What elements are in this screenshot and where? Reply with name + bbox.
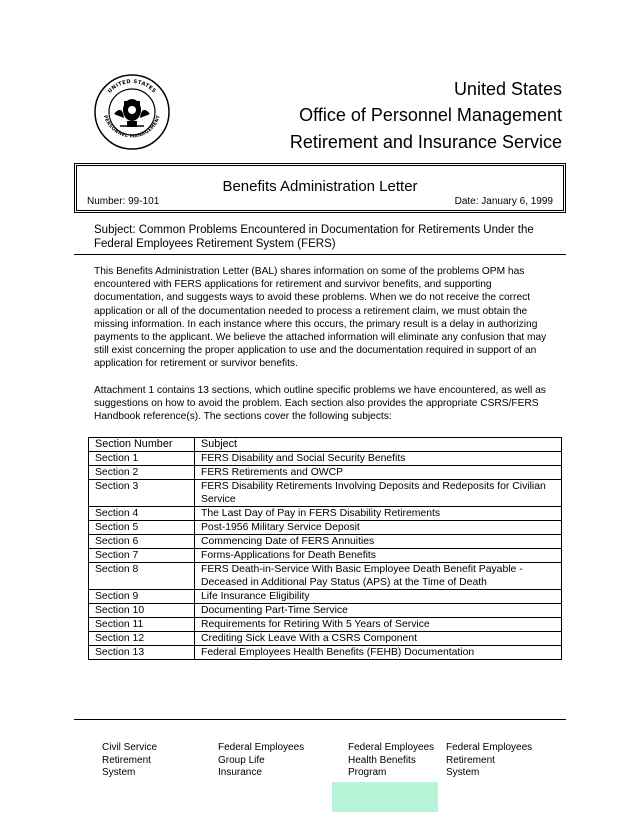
subject-cell: Forms-Applications for Death Benefits bbox=[195, 549, 562, 563]
subject-cell: FERS Retirements and OWCP bbox=[195, 466, 562, 480]
letter-number: Number: 99-101 bbox=[87, 196, 160, 207]
section-cell: Section 5 bbox=[89, 521, 195, 535]
footer-line: Retirement bbox=[446, 754, 495, 766]
section-cell: Section 13 bbox=[89, 646, 195, 660]
highlight-box bbox=[332, 782, 438, 812]
footer-line: Health Benefits bbox=[348, 754, 416, 766]
footer-line: Federal Employees bbox=[348, 742, 435, 753]
footer-line: Program bbox=[348, 767, 387, 778]
footer-program-csrs bbox=[102, 742, 157, 780]
table-row bbox=[89, 549, 562, 563]
footer-line: System bbox=[102, 767, 136, 778]
footer-program-fegli bbox=[218, 742, 304, 780]
section-cell: Section 12 bbox=[89, 632, 195, 646]
seal-text-top: UNITED STATES bbox=[106, 78, 158, 95]
subject-cell: Requirements for Retiring With 5 Years of Service bbox=[195, 618, 562, 632]
footer-line: System bbox=[446, 767, 480, 778]
subject-cell: Documenting Part-Time Service bbox=[195, 604, 562, 618]
table-row bbox=[89, 480, 562, 507]
section-cell: Section 9 bbox=[89, 590, 195, 604]
table-row bbox=[89, 507, 562, 521]
section-cell: Section 6 bbox=[89, 535, 195, 549]
subject-cell: FERS Death-in-Service With Basic Employee Death Benefit Payable - Deceased in Additional Pay Status (APS) at the Time of Death bbox=[195, 563, 562, 590]
footer-line: Retirement bbox=[102, 754, 151, 766]
header-subject: Subject bbox=[195, 438, 562, 452]
table-row bbox=[89, 646, 562, 660]
section-cell: Section 8 bbox=[89, 563, 195, 590]
footer-divider bbox=[74, 719, 566, 720]
letter-subject: Subject: Common Problems Encountered in Documentation for Retirements Under the Federal Employees Retirement System (FERS) bbox=[94, 224, 534, 250]
table-row bbox=[89, 521, 562, 535]
opm-seal-logo bbox=[94, 74, 170, 150]
letter-header-box bbox=[74, 163, 566, 213]
org-line-country: United States bbox=[453, 79, 562, 99]
sections-table bbox=[88, 437, 562, 660]
table-header-row bbox=[89, 438, 562, 452]
footer-program-fers bbox=[446, 742, 532, 780]
subject-cell: Federal Employees Health Benefits (FEHB) Documentation bbox=[195, 646, 562, 660]
table-row bbox=[89, 632, 562, 646]
subject-cell: Crediting Sick Leave With a CSRS Component bbox=[195, 632, 562, 646]
subject-cell: FERS Disability and Social Security Benefits bbox=[195, 452, 562, 466]
section-cell: Section 4 bbox=[89, 507, 195, 521]
section-cell: Section 1 bbox=[89, 452, 195, 466]
table-row bbox=[89, 604, 562, 618]
subject-cell: Life Insurance Eligibility bbox=[195, 590, 562, 604]
subject-cell: The Last Day of Pay in FERS Disability Retirements bbox=[195, 507, 562, 521]
subject-cell: Commencing Date of FERS Annuities bbox=[195, 535, 562, 549]
footer-line: Federal Employees bbox=[218, 742, 305, 753]
table-row bbox=[89, 535, 562, 549]
section-cell: Section 2 bbox=[89, 466, 195, 480]
footer-line: Group Life bbox=[218, 754, 265, 766]
subject-cell: Post-1956 Military Service Deposit bbox=[195, 521, 562, 535]
letter-date: Date: January 6, 1999 bbox=[454, 196, 553, 207]
footer-program-fehb bbox=[348, 742, 434, 780]
org-line-service: Retirement and Insurance Service bbox=[289, 132, 562, 152]
subject-cell: FERS Disability Retirements Involving Deposits and Redeposits for Civilian Service bbox=[195, 480, 562, 507]
table-row bbox=[89, 618, 562, 632]
footer-line: Insurance bbox=[218, 767, 262, 778]
table-row bbox=[89, 590, 562, 604]
section-cell: Section 7 bbox=[89, 549, 195, 563]
footer-line: Federal Employees bbox=[446, 742, 533, 753]
body-paragraph-1: This Benefits Administration Letter (BAL) shares information on some of the problems OPM has encountered with FERS applications for retirement and survivor benefits, and supporting documentation, and suggests ways to avoid these problems. When we do not receive the correct application or all of the documentation needed to process a retirement claim, we must obtain the missing information. In each instance where this occurs, the primary result is a delay in authorizing payments to the applicant. We believe the attached information will eliminate any confusion that may still exist concerning the proper application to use and the documentation required in support of an application for retirement or survivor benefits. bbox=[94, 266, 547, 370]
section-cell: Section 11 bbox=[89, 618, 195, 632]
section-cell: Section 10 bbox=[89, 604, 195, 618]
seal-text-bottom: PERSONNEL MANAGEMENT bbox=[101, 114, 163, 140]
table-row bbox=[89, 466, 562, 480]
header-section-number: Section Number bbox=[89, 438, 195, 452]
org-line-office: Office of Personnel Management bbox=[299, 105, 562, 125]
section-cell: Section 3 bbox=[89, 480, 195, 507]
letter-title: Benefits Administration Letter bbox=[222, 178, 418, 195]
subject-divider bbox=[74, 254, 566, 255]
body-paragraph-2: Attachment 1 contains 13 sections, which outline specific problems we have encountered, as well as suggestions on how to avoid the problem. Each section also provides the appropriate CSRS/FERS Handbook reference(s). The sections cover the following subjects: bbox=[94, 385, 546, 423]
table-row bbox=[89, 563, 562, 590]
table-row bbox=[89, 452, 562, 466]
footer-line: Civil Service bbox=[102, 742, 158, 753]
